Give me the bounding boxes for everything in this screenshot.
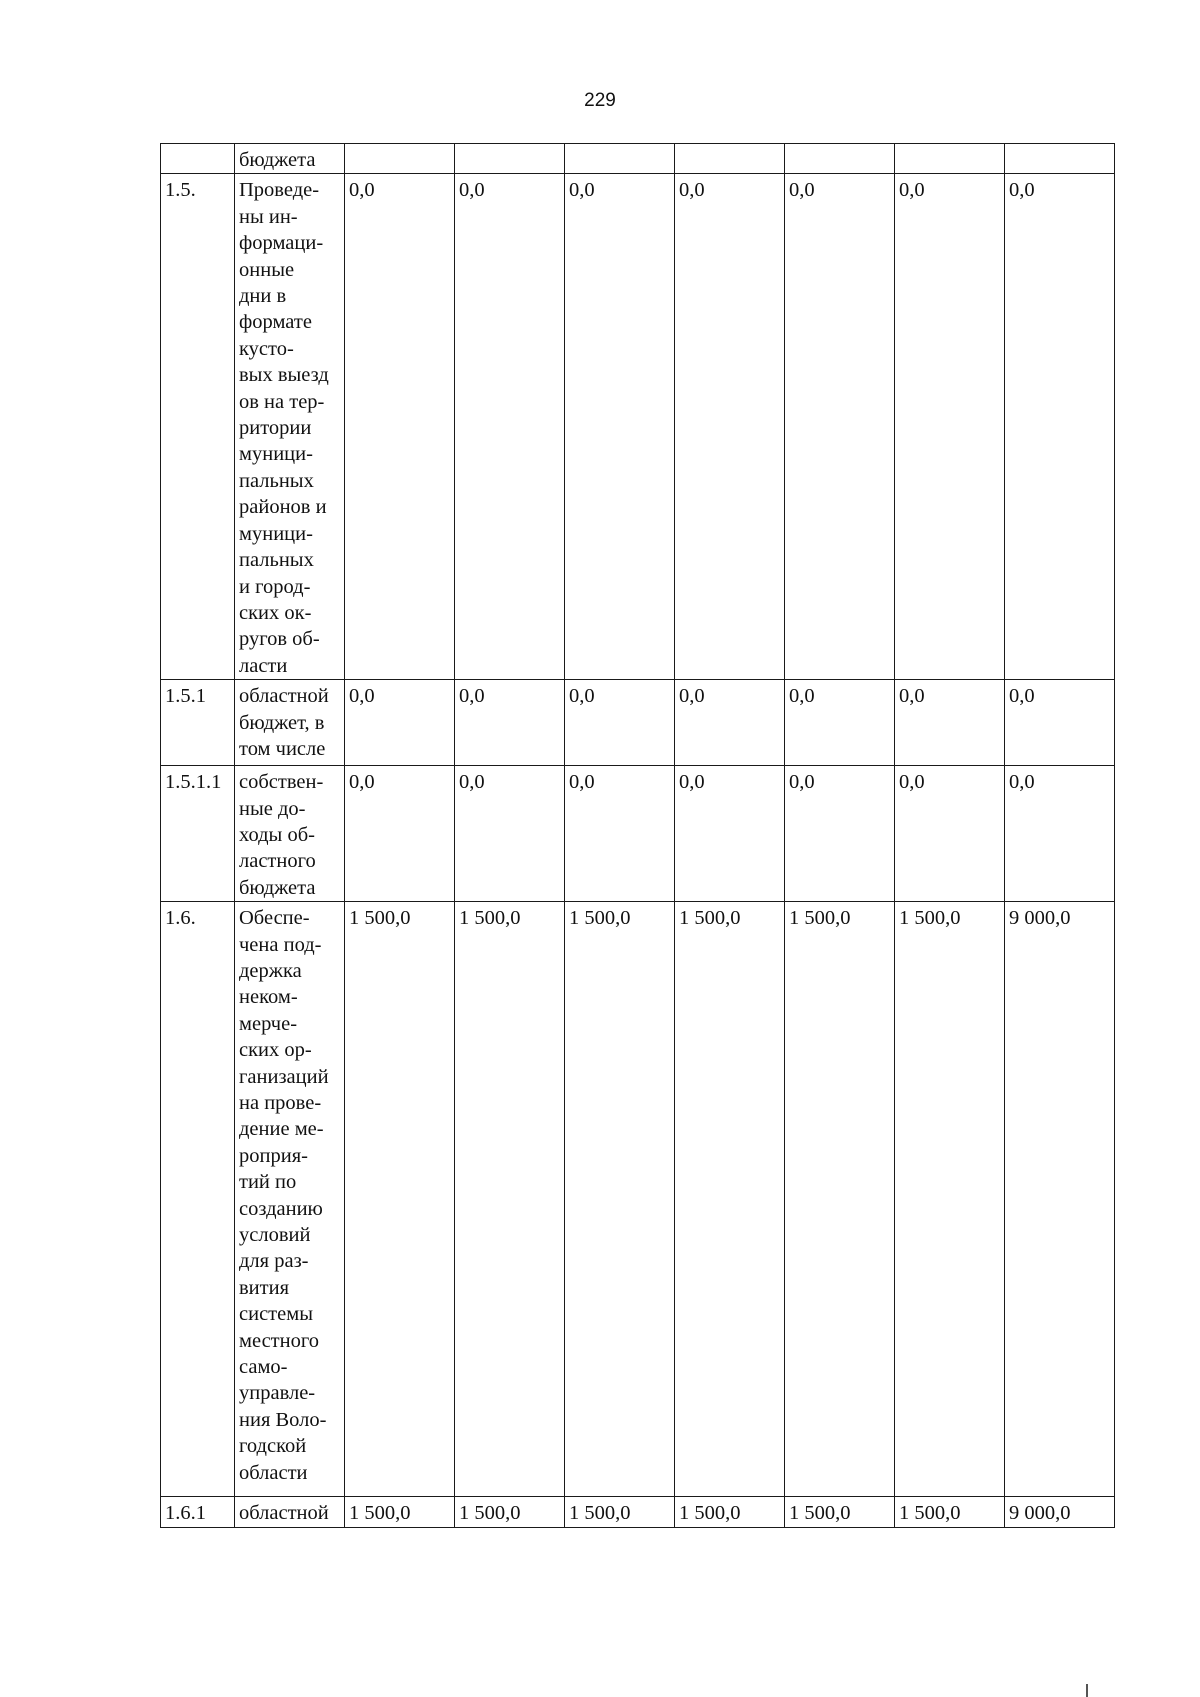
row-name-cell: областной	[235, 1497, 345, 1527]
value-cell: 1 500,0	[565, 902, 675, 1497]
value-cell: 1 500,0	[345, 902, 455, 1497]
value-cell: 0,0	[1005, 680, 1115, 766]
row-number-cell	[161, 144, 235, 174]
value-cell: 9 000,0	[1005, 1497, 1115, 1527]
row-number-cell: 1.5.	[161, 174, 235, 680]
value-cell: 0,0	[345, 766, 455, 902]
value-cell	[895, 144, 1005, 174]
value-cell	[675, 144, 785, 174]
table-row	[161, 902, 1115, 1497]
value-cell	[565, 144, 675, 174]
table-row	[161, 766, 1115, 902]
row-number-cell: 1.5.1.1	[161, 766, 235, 902]
table-row	[161, 1497, 1115, 1527]
row-number-cell: 1.6.1	[161, 1497, 235, 1527]
value-cell: 0,0	[675, 680, 785, 766]
row-name-cell: бюджета	[235, 144, 345, 174]
value-cell: 1 500,0	[675, 1497, 785, 1527]
value-cell: 0,0	[675, 174, 785, 680]
value-cell: 1 500,0	[345, 1497, 455, 1527]
value-cell	[785, 144, 895, 174]
value-cell	[345, 144, 455, 174]
value-cell: 0,0	[565, 680, 675, 766]
value-cell	[1005, 144, 1115, 174]
value-cell: 1 500,0	[895, 1497, 1005, 1527]
value-cell: 0,0	[455, 766, 565, 902]
table-row	[161, 144, 1115, 174]
value-cell: 0,0	[565, 766, 675, 902]
value-cell: 1 500,0	[785, 1497, 895, 1527]
value-cell: 0,0	[455, 174, 565, 680]
value-cell: 1 500,0	[675, 902, 785, 1497]
row-name-cell: областной бюджет, в том числе	[235, 680, 345, 766]
value-cell: 0,0	[895, 766, 1005, 902]
value-cell: 1 500,0	[895, 902, 1005, 1497]
table-row	[161, 174, 1115, 680]
value-cell: 0,0	[785, 680, 895, 766]
value-cell	[455, 144, 565, 174]
value-cell: 1 500,0	[455, 1497, 565, 1527]
table-row	[161, 680, 1115, 766]
scan-mark	[1086, 1684, 1088, 1697]
value-cell: 0,0	[785, 174, 895, 680]
value-cell: 1 500,0	[455, 902, 565, 1497]
value-cell: 0,0	[565, 174, 675, 680]
page-number: 229	[584, 90, 616, 111]
value-cell: 0,0	[1005, 766, 1115, 902]
value-cell: 0,0	[675, 766, 785, 902]
value-cell: 1 500,0	[565, 1497, 675, 1527]
value-cell: 0,0	[785, 766, 895, 902]
value-cell: 0,0	[345, 174, 455, 680]
value-cell: 1 500,0	[785, 902, 895, 1497]
value-cell: 0,0	[345, 680, 455, 766]
row-name-cell: собствен- ные до- ходы об- ластного бюджета	[235, 766, 345, 902]
value-cell: 9 000,0	[1005, 902, 1115, 1497]
value-cell: 0,0	[895, 680, 1005, 766]
row-number-cell: 1.6.	[161, 902, 235, 1497]
value-cell: 0,0	[895, 174, 1005, 680]
value-cell: 0,0	[1005, 174, 1115, 680]
row-name-cell: Обеспе- чена под- держка неком- мерче- ских ор- ганизаций на прове- дение ме- роприя- тий по созданию условий для раз- вития системы местного само- управле- ния Воло- годской области	[235, 902, 345, 1497]
row-name-cell: Проведе- ны ин- формаци- онные дни в формате кусто- вых выезд ов на тер- ритории муници- пальных районов и муници- пальных и город- ских ок- ругов об- ласти	[235, 174, 345, 680]
row-number-cell: 1.5.1	[161, 680, 235, 766]
budget-table	[160, 143, 1115, 1528]
value-cell: 0,0	[455, 680, 565, 766]
